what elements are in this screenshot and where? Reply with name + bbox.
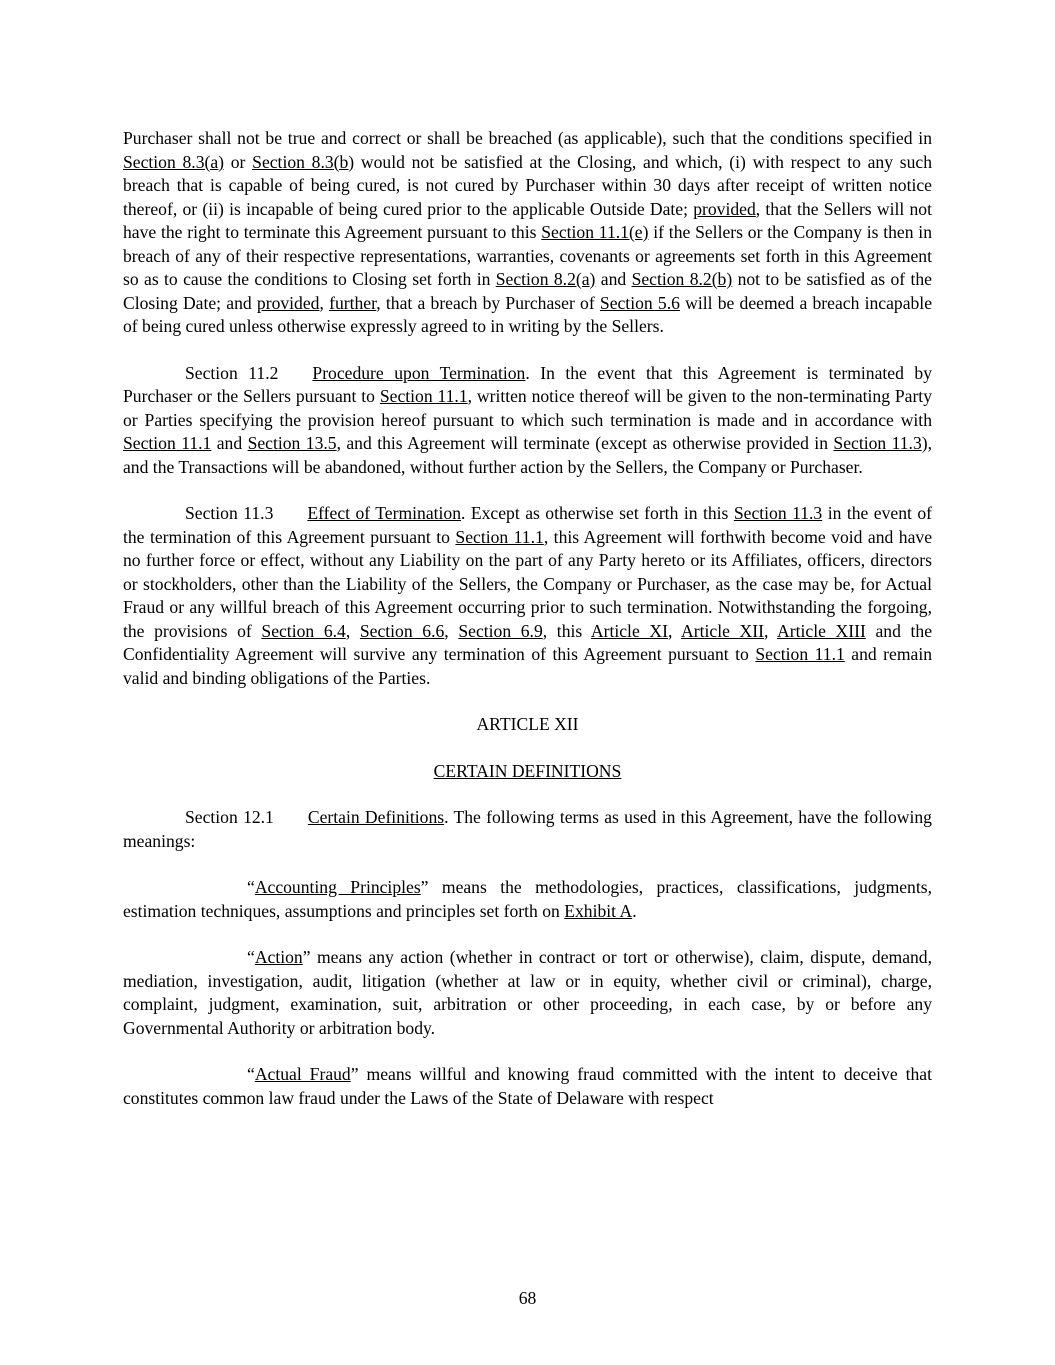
definition-accounting-principles (123, 876, 932, 923)
underlined-text: Section 6.9 (458, 620, 543, 641)
underlined-text: Section 8.3(b) (252, 151, 355, 172)
text-run: , (444, 620, 459, 641)
text-run: . (632, 900, 637, 921)
underlined-text: Section 11.1 (123, 433, 212, 453)
underlined-text: Section 13.5 (247, 433, 337, 453)
text-run: . In the event that this Agreement is terminated by Purchaser or the Sellers pursuant to (123, 362, 932, 406)
text-run: and the Confidentiality Agreement will survive any termination of this Agreement pursuant to (123, 620, 933, 664)
text-run: , (319, 292, 330, 313)
underlined-text: Procedure upon Termination (312, 362, 526, 383)
underlined-text: Section 11.1 (755, 644, 845, 664)
underlined-text: Section 8.2(a) (495, 269, 596, 289)
definition-action (123, 946, 932, 1040)
text-run: , that the Sellers will not have the right to terminate this Agreement pursuant to this (123, 198, 932, 242)
underlined-text: further (329, 292, 377, 313)
text-run: and (211, 433, 248, 453)
underlined-text: Certain Definitions (307, 807, 445, 827)
paragraph-section-11-2 (123, 362, 932, 480)
underlined-text: Section 6.4 (261, 620, 346, 641)
text-run: or (224, 151, 253, 172)
text-run: , this (542, 620, 591, 641)
underlined-text: Section 11.1(e) (541, 222, 649, 242)
underlined-text: Section 11.1 (455, 526, 544, 547)
underlined-text: CERTAIN DEFINITIONS (433, 760, 622, 781)
definition-actual-fraud (123, 1063, 932, 1110)
text-run: , that a breach by Purchaser of (376, 292, 600, 313)
underlined-text: Article XII (681, 620, 764, 641)
underlined-text: Section 8.3(a) (123, 151, 225, 172)
underlined-text: Article XI (590, 620, 668, 641)
paragraph-purchaser-breach (123, 127, 932, 339)
text-run: not to be satisfied as of the Closing Date; and (123, 269, 932, 313)
text-run: if the Sellers or the Company is then in breach of any of their respective representations, warranties, covenants or agreements set forth in this Agreement so as to cause the conditions to Closing set forth in (123, 222, 932, 289)
text-run: ” means willful and knowing fraud committed with the intent to deceive that constitutes common law fraud under the Laws of the State of Delaware with respect (123, 1064, 932, 1108)
text-run: , (763, 620, 778, 641)
text-run: ” means any action (whether in contract or tort or otherwise), claim, dispute, demand, mediation, investigation, audit, litigation (whether at law or in equity, whether civil or criminal), charge, complaint, judgment, examination, suit, arbitration or other proceeding, in each case, by or before any Governmental Authority or arbitration body. (123, 947, 932, 1038)
heading-certain-definitions (123, 760, 932, 784)
text-run: and (595, 269, 632, 289)
text-run: ), and the Transactions will be abandoned, without further action by the Sellers, the Company or Purchaser. (123, 433, 933, 477)
underlined-text: Section 11.3 (733, 503, 823, 523)
underlined-text: Section 5.6 (599, 292, 680, 313)
underlined-text: Actual Fraud (254, 1064, 351, 1084)
underlined-text: provided (256, 292, 320, 313)
underlined-text: Section 11.3 (833, 433, 922, 453)
text-run: ” means the methodologies, practices, classifications, judgments, estimation techniques, assumptions and principles set forth on (123, 877, 932, 921)
underlined-text: Article XIII (777, 620, 866, 641)
text-run: would not be satisfied at the Closing, and which, (i) with respect to any such breach that is capable of being cured, is not cured by Purchaser within 30 days after receipt of written notice thereof, or (ii) is incapable of being cured prior to the applicable Outside Date; (123, 151, 932, 219)
text-run: “ (247, 947, 255, 967)
underlined-text: Accounting Principles (254, 877, 421, 897)
underlined-text: Section 11.1 (379, 386, 468, 406)
text-run: , written notice thereof will be given to the non-terminating Party or Parties specifying the provision hereof pursuant to which such termination is made and in accordance with (123, 386, 932, 430)
text-run: , and this Agreement will terminate (except as otherwise provided in (336, 433, 834, 453)
text-run: “ (247, 1064, 255, 1084)
underlined-text: Section 6.6 (359, 620, 445, 641)
text-run: Purchaser shall not be true and correct or shall be breached (as applicable), such that the conditions specified in (123, 128, 932, 148)
page-number: 68 (518, 1287, 537, 1308)
text-run: will be deemed a breach incapable of being cured unless otherwise expressly agreed to in writing by the Sellers. (123, 292, 933, 336)
text-run: , (345, 620, 360, 641)
underlined-text: Exhibit A (564, 900, 633, 921)
text-run: , (667, 620, 682, 641)
paragraph-section-12-1 (123, 806, 932, 853)
text-run: “ (247, 877, 255, 897)
text-run: , this Agreement will forthwith become void and have no further force or effect, without any Liability on the part of any Party hereto or its Affiliates, officers, directors or stockholders, other than the Liability of the Sellers, the Company or Purchaser, as the case may be, for Actual Fraud or any willful breach of this Agreement occurring prior to such termination. Notwithstanding the forgoing, the provisions of (123, 526, 933, 641)
text-run: in the event of the termination of this Agreement pursuant to (123, 503, 933, 547)
text-run: Section 11.2 (185, 362, 279, 383)
text-run: Section 11.3 (185, 503, 274, 523)
text-run: ARTICLE XII (476, 714, 579, 734)
underlined-text: Section 8.2(b) (631, 269, 733, 289)
text-run: and remain valid and binding obligations of the Parties. (123, 644, 933, 688)
text-run: . The following terms as used in this Agreement, have the following meanings: (123, 807, 932, 851)
text-run: Section 12.1 (185, 807, 274, 827)
heading-article-xii (123, 713, 932, 737)
underlined-text: Effect of Termination (307, 503, 462, 523)
underlined-text: Action (254, 947, 303, 967)
text-run: . Except as otherwise set forth in this (461, 503, 734, 523)
paragraph-section-11-3 (123, 502, 932, 690)
underlined-text: provided (693, 198, 756, 219)
